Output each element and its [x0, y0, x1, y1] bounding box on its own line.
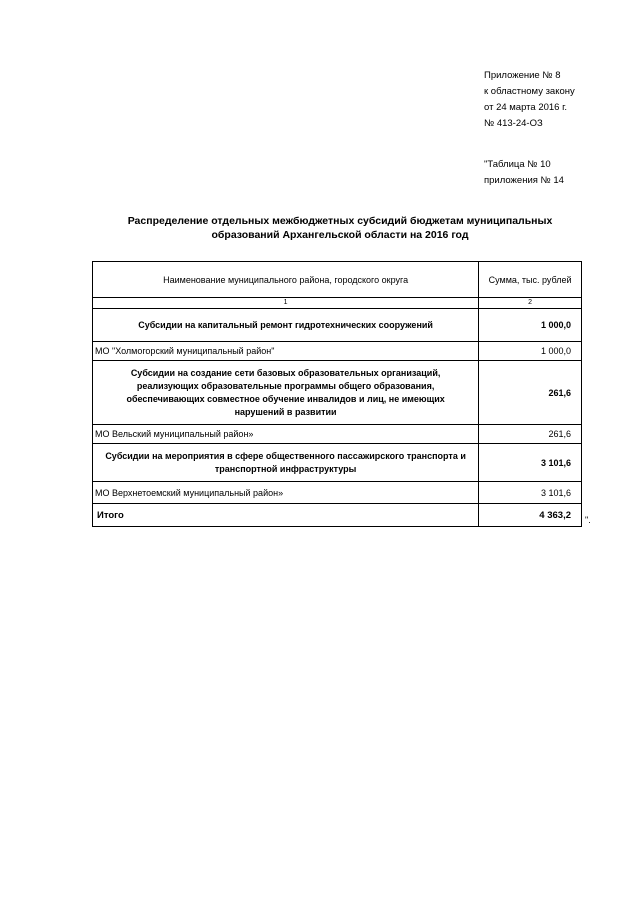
appendix-header [484, 68, 575, 132]
municipality-name: МО "Холмогорский муниципальный район" [93, 342, 479, 361]
subsidies-table [92, 261, 582, 527]
title-line-1: Распределение отдельных межбюджетных субсидий бюджетам муниципальных [127, 215, 553, 227]
municipality-value: 261,6 [479, 425, 582, 444]
law-reference: к областному закону [484, 86, 575, 97]
municipality-name: МО Верхнетоемский муниципальный район» [93, 482, 479, 504]
column-header-sum: Сумма, тыс. рублей [479, 262, 582, 298]
table-row [93, 361, 582, 425]
appendix-reference: приложения № 14 [484, 175, 564, 186]
subsidy-name: Субсидии на создание сети базовых образовательных организаций, реализующих образовательные программы общего образования, обеспечивающих совместное обучение инвалидов и лиц, не имеющих нарушений в развитии [93, 361, 479, 425]
column-number-row [93, 298, 582, 309]
table-number: "Таблица № 10 [484, 159, 551, 170]
closing-quote: ". [585, 515, 591, 525]
column-number-2: 2 [479, 298, 582, 309]
title-line-2: образований Архангельской области на 2016 год [211, 229, 469, 241]
municipality-name: МО Вельский муниципальный район» [93, 425, 479, 444]
column-header-name: Наименование муниципального района, городского округа [93, 262, 479, 298]
table-header-row [93, 262, 582, 298]
total-row [93, 504, 582, 527]
table-reference [484, 157, 564, 189]
column-number-1: 1 [93, 298, 479, 309]
subsidy-name: Субсидии на мероприятия в сфере общественного пассажирского транспорта и транспортной инфраструктуры [93, 444, 479, 482]
total-value: 4 363,2 [479, 504, 582, 527]
law-number: № 413-24-ОЗ [484, 118, 543, 129]
subsidy-name: Субсидии на капитальный ремонт гидротехнических сооружений [93, 309, 479, 342]
subsidy-value: 1 000,0 [479, 309, 582, 342]
total-label: Итого [93, 504, 479, 527]
municipality-value: 3 101,6 [479, 482, 582, 504]
subsidy-value: 3 101,6 [479, 444, 582, 482]
municipality-value: 1 000,0 [479, 342, 582, 361]
table-row [93, 425, 582, 444]
table-row [93, 309, 582, 342]
table-row [93, 444, 582, 482]
table-row [93, 482, 582, 504]
appendix-number: Приложение № 8 [484, 70, 561, 81]
document-title [100, 214, 580, 242]
law-date: от 24 марта 2016 г. [484, 102, 568, 113]
subsidy-value: 261,6 [479, 361, 582, 425]
table-row [93, 342, 582, 361]
